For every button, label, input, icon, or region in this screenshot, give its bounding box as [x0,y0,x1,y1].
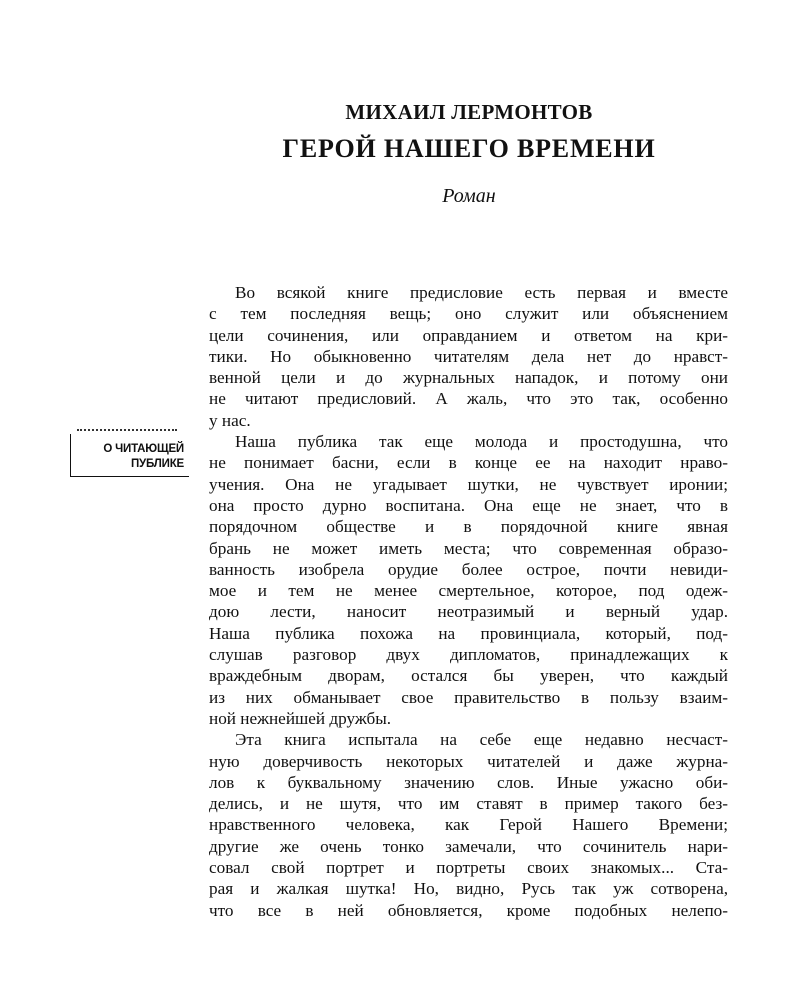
book-genre: Роман [442,185,496,207]
text-line: что все в ней обновляется, кроме подобных нелепо- [209,900,728,920]
text-line: совал свой портрет и портреты своих знакомых... Ста- [209,858,728,878]
decorative-dots [77,429,177,437]
text-line: дою лести, наносит неотразимый и верный удар. [209,602,728,622]
text-line: враждебным дворам, остался бы уверен, что каждый [209,666,728,686]
text-line: ной нежнейшей дружбы. [209,708,392,728]
text-line: не понимает басни, если в конце ее на находит нраво- [209,453,728,473]
text-line: мое и тем не менее смертельное, которое, под одеж- [209,581,728,601]
book-title: ГЕРОЙ НАШЕГО ВРЕМЕНИ [282,134,656,163]
section-label [70,434,189,477]
text-line: она просто дурно воспитана. Она еще не знает, что в [209,495,728,515]
text-line: Наша публика похожа на провинциала, который, под- [209,623,728,643]
text-line: другие же очень тонко замечали, что сочинитель нари- [209,836,728,856]
text-line: нравственного человека, как Герой Нашего Времени; [209,815,728,835]
text-line: лов к буквальному значению слов. Иные ужасно оби- [209,772,728,792]
text-line: с тем последняя вещь; оно служит или объяснением [209,304,728,324]
text-line: Наша публика так еще молода и простодушна, что [235,432,728,452]
text-line: тики. Но обыкновенно читателям дела нет до нравст- [209,346,728,366]
text-line: делись, и не шутя, что им ставят в пример такого без- [209,794,728,814]
preface-text [209,282,728,921]
text-line: учения. Она не угадывает шутки, не чувствует иронии; [209,474,728,494]
text-line: венной цели и до журнальных нападок, и потому они [209,368,728,388]
text-line: из них обманывает свое правительство в пользу взаим- [209,687,728,707]
text-line: Эта книга испытала на себе еще недавно несчаст- [235,730,728,750]
section-label-line2: ПУБЛИКЕ [130,458,184,470]
text-line: ную доверчивость некоторых читателей и даже журна- [209,751,728,771]
text-line: Во всякой книге предисловие есть первая и вместе [235,283,728,302]
text-line: брань не может иметь места; что современная образо- [209,538,728,558]
section-label-line1: О ЧИТАЮЩЕЙ [103,443,184,455]
text-line: порядочном обществе и в порядочной книге явная [209,517,728,537]
author-name: МИХАИЛ ЛЕРМОНТОВ [345,100,593,124]
text-line: слушав разговор двух дипломатов, принадлежащих к [209,645,728,665]
text-line: цели сочинения, или оправданием и ответом на кри- [209,325,728,345]
text-line: у нас. [209,410,251,430]
text-line: ванность изобрела орудие более острое, почти невиди- [209,559,728,579]
text-line: не читают предисловий. А жаль, что это так, особенно [209,389,728,409]
text-line: рая и жалкая шутка! Но, видно, Русь так уж сотворена, [209,879,728,899]
